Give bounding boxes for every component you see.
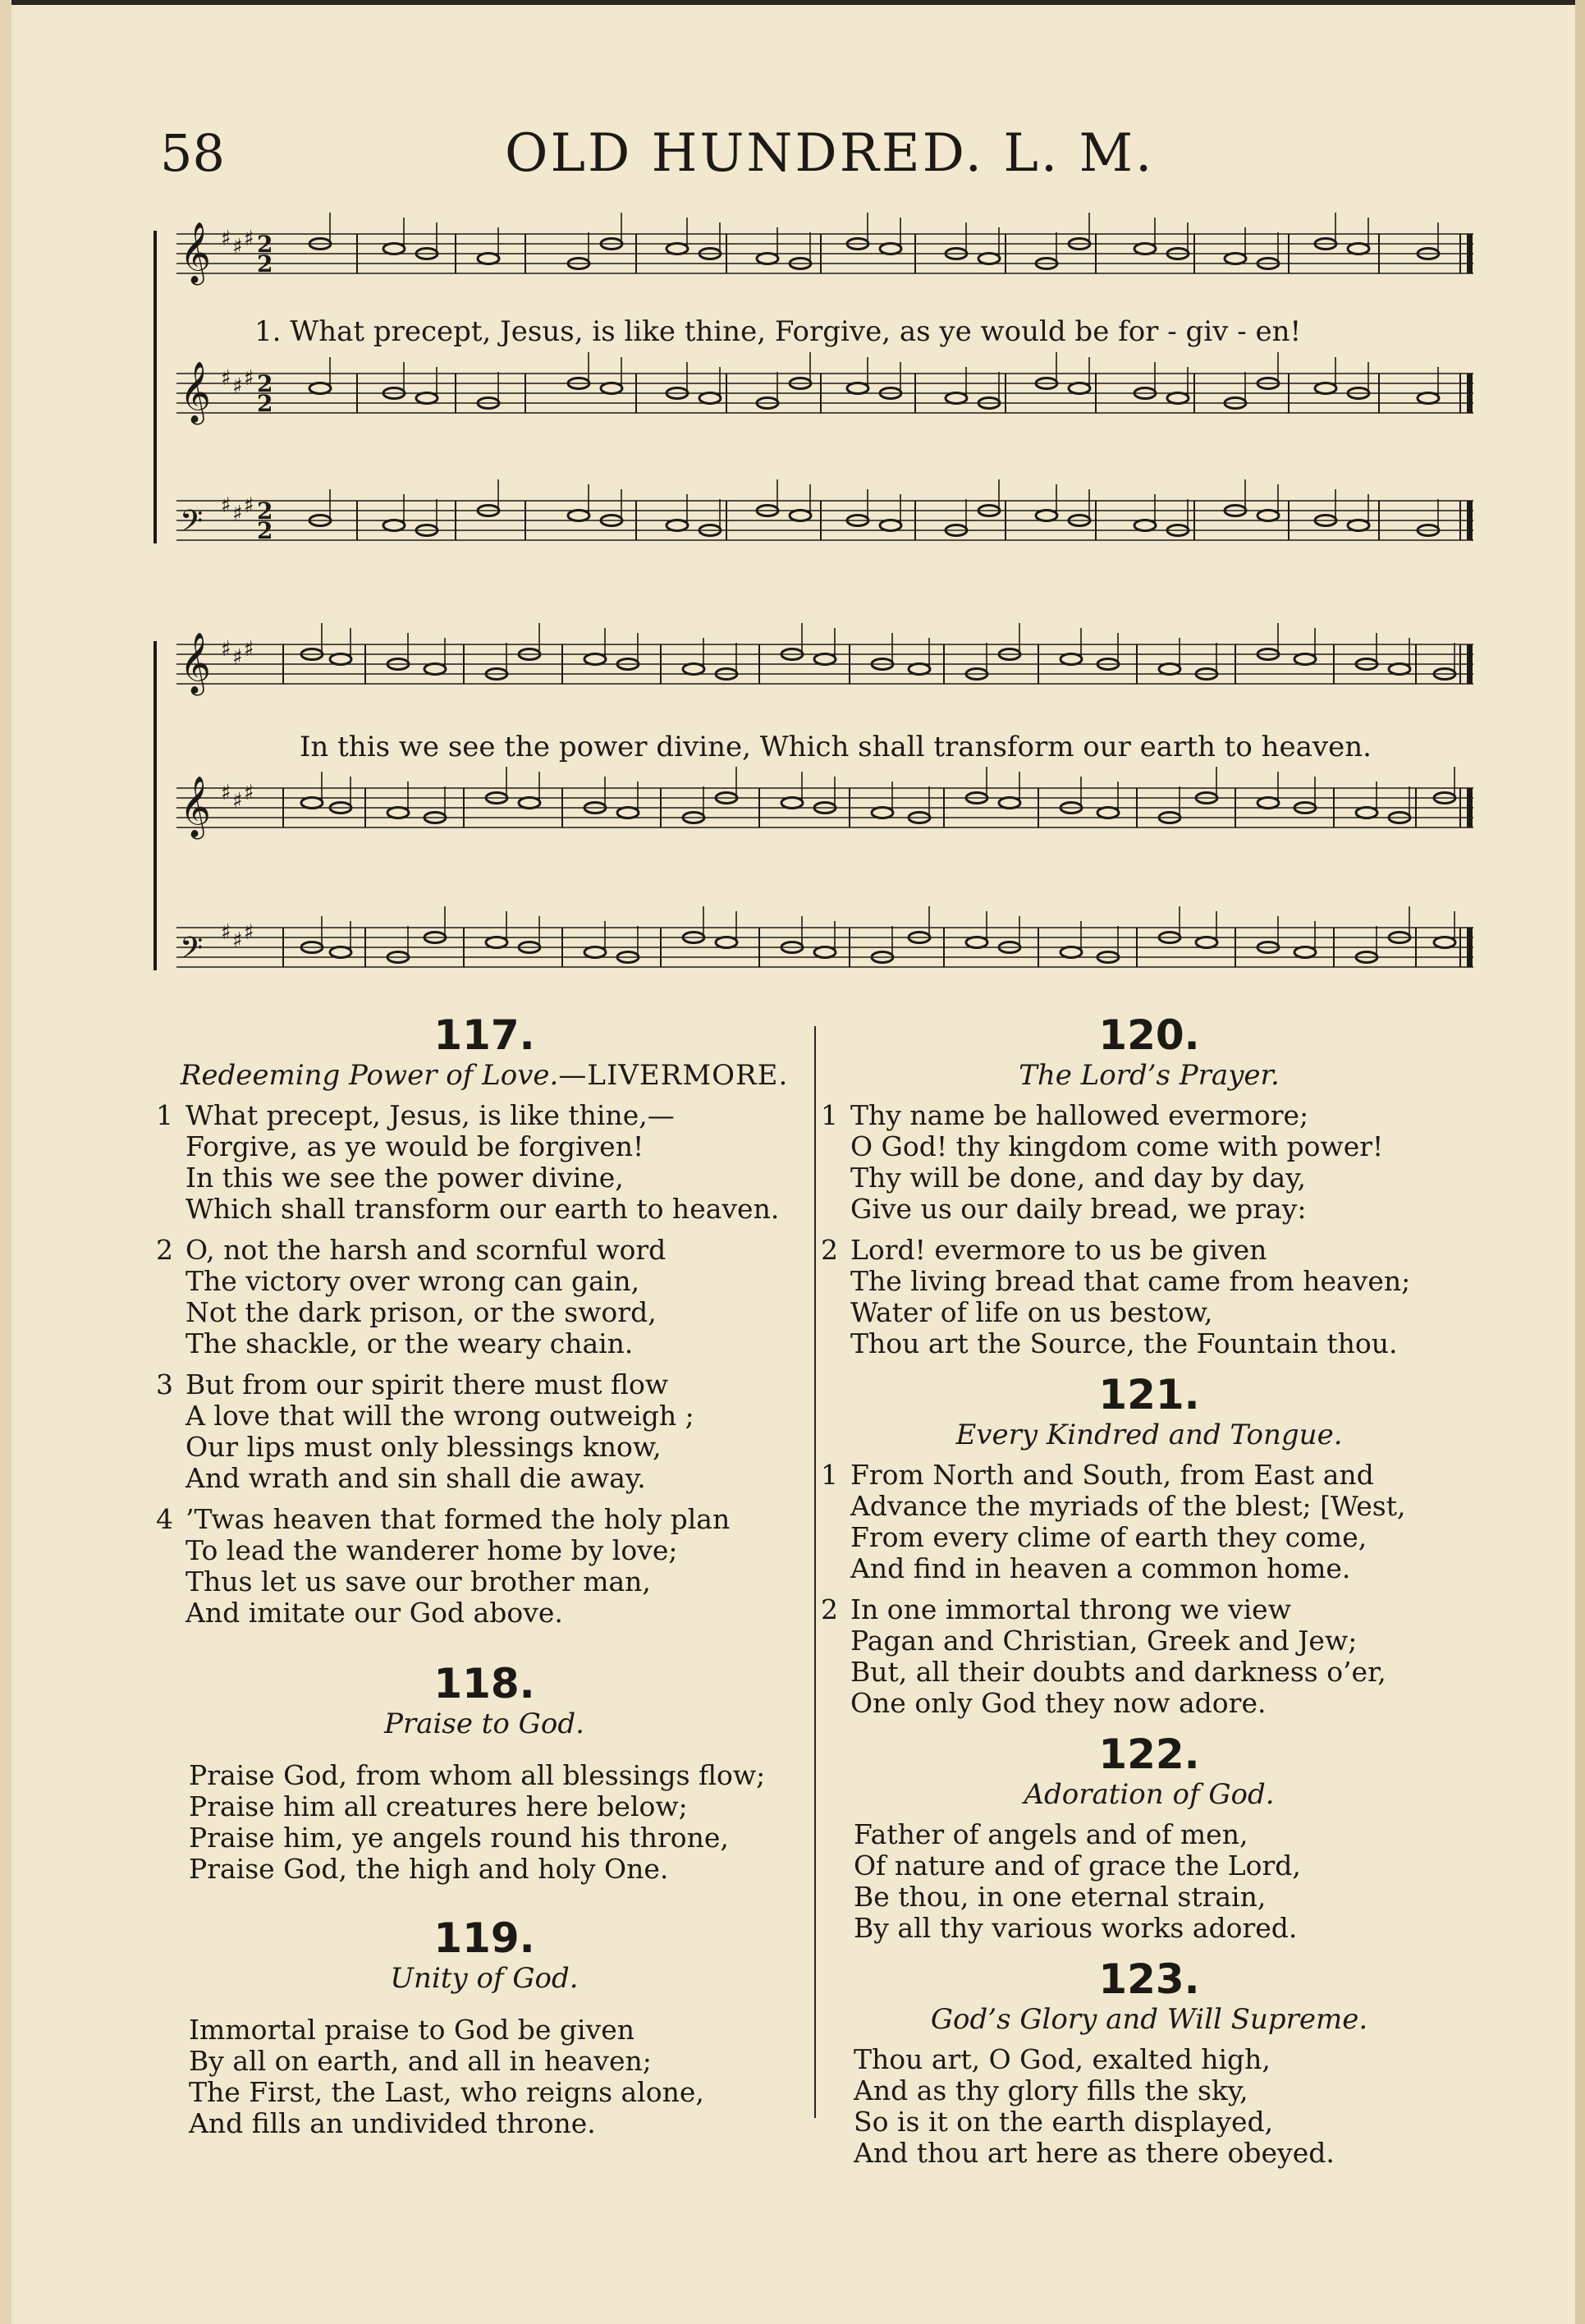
verse-line: In this we see the power divine, [186,1162,624,1194]
verse-line: Father of angels and of men, [854,1818,1248,1850]
time-signature-top: 2 [257,497,273,525]
note-head [1257,511,1279,521]
hymn-title-118: Praise to God. [384,1707,584,1740]
stanza-117-3 [156,1369,813,1494]
stanza-number: 1 [821,1099,838,1131]
hymn-number-117: 117. [433,1011,535,1059]
final-bar-thick [1467,788,1473,827]
note-head [1257,798,1279,809]
note-head [667,244,688,254]
hymn-author: —LIVERMORE. [558,1059,789,1092]
stanza-121-1 [821,1460,1477,1584]
note-head [880,520,901,531]
sharp-icon: ♯ [244,493,254,518]
verse-line: From North and South, from East and [850,1459,1374,1491]
note-head [1159,664,1180,675]
verse-line: But from our spirit there must flow [186,1368,669,1400]
note-head [699,393,721,404]
page-number: 58 [160,123,225,183]
page-left-edge [0,0,11,2324]
note-head [387,808,409,818]
hymn-title-123: God’s Glory and Will Supreme. [930,2003,1368,2036]
note-head [519,798,540,809]
treble-clef-icon: 𝄞 [180,777,211,837]
note-head [584,947,606,958]
page-right-edge [1575,0,1585,2324]
hymn-number-118: 118. [433,1660,535,1707]
verse-line: O God! thy kingdom come with power! [850,1130,1384,1162]
note-head [568,511,589,521]
music-system-1 [152,197,1482,583]
verse-line: And thou art here as there obeyed. [854,2137,1335,2169]
stanza-number: 1 [156,1099,173,1131]
note-head [309,383,331,394]
verse-line: Praise him, ye angels round his throne, [189,1822,729,1854]
lyric-line-1: 1. What precept, Jesus, is like thine, Forgive, as ye would be for - giv - en! [254,315,1302,348]
verse-line: The shackle, or the weary chain. [186,1327,634,1359]
sharp-icon: ♯ [221,920,231,945]
stanza-number: 3 [156,1368,173,1400]
note-head [584,654,606,665]
note-head [999,798,1020,809]
final-bar-thick [1467,501,1473,540]
verse-line: Not the dark prison, or the sword, [186,1296,657,1328]
verse-line: Forgive, as ye would be forgiven! [186,1130,644,1162]
hymn-number-121: 121. [1098,1371,1200,1419]
verse-line: The victory over wrong can gain, [186,1265,640,1297]
note-head [1434,937,1455,948]
stanza-123 [821,2044,1477,2169]
sharp-icon: ♯ [221,227,231,251]
note-head [1097,808,1119,818]
verse-line: Advance the myriads of the blest; [West, [850,1490,1406,1522]
sharp-icon: ♯ [244,920,254,945]
note-head [330,947,351,958]
hymn-number-122: 122. [1098,1730,1200,1778]
stanza-120-2 [821,1235,1477,1359]
verse-line: From every clime of earth they come, [850,1521,1367,1553]
page-header [160,123,1473,189]
verse-line: Of nature and of grace the Lord, [854,1850,1301,1882]
note-head [1134,520,1156,531]
note-head [1060,947,1082,958]
verse-line: Immortal praise to God be given [189,2014,635,2046]
time-signature-top: 2 [257,370,273,397]
verse-line: Lord! evermore to us be given [850,1234,1267,1266]
sharp-icon: ♯ [244,637,254,662]
verse-line: Praise God, the high and holy One. [189,1853,669,1885]
hymn-title-text: Redeeming Power of Love. [180,1059,559,1092]
note-head [1060,654,1082,665]
hymn-title-120: The Lord’s Prayer. [1019,1059,1280,1092]
verse-line: To lead the wanderer home by love; [186,1534,678,1566]
note-head [909,664,930,675]
note-head [617,808,639,818]
note-head [1294,654,1316,665]
bass-clef-icon: 𝄢 [180,504,204,546]
hymn-title-122: Adoration of God. [1024,1778,1275,1811]
note-head [814,654,836,665]
sharp-icon: ♯ [221,781,231,805]
time-signature-bottom: 2 [257,250,273,277]
verse-line: O, not the harsh and scornful word [186,1234,667,1266]
note-head [1294,947,1316,958]
final-bar-thick [1467,644,1473,684]
tune-title: OLD HUNDRED. L. M. [505,123,1155,184]
treble-clef-icon: 𝄞 [180,633,211,694]
note-head [757,254,778,264]
note-head [1036,511,1057,521]
sharp-icon: ♯ [244,227,254,251]
verse-line: The First, the Last, who reigns alone, [189,2076,704,2108]
note-head [966,937,987,948]
stanza-number: 2 [821,1234,838,1266]
stanza-number: 2 [821,1593,838,1625]
note-head [978,254,1000,264]
time-signature-bottom: 2 [257,517,273,544]
verse-line: Praise God, from whom all blessings flow; [189,1759,766,1791]
hymn-number-123: 123. [1098,1955,1200,2003]
verse-line: Praise him all creatures here below; [189,1790,688,1822]
sharp-icon: ♯ [232,235,243,259]
note-head [1348,244,1369,254]
stanza-122 [821,1819,1477,1944]
note-head [424,664,446,675]
note-head [383,244,405,254]
verse-line: So is it on the earth displayed, [854,2106,1274,2138]
lyric-line-2: In this we see the power divine, Which shall transform our earth to heaven. [300,731,1372,763]
stanza-117-2 [156,1235,813,1359]
sharp-icon: ♯ [221,366,231,391]
note-head [847,383,868,394]
note-head [683,664,704,675]
note-head [1225,254,1246,264]
note-head [1348,520,1369,531]
verse-line: ’Twas heaven that formed the holy plan [186,1503,731,1535]
verse-line: By all thy various works adored. [854,1912,1298,1944]
verse-line: Thou art, O God, exalted high, [854,2043,1271,2075]
stanza-120-1 [821,1100,1477,1225]
note-head [814,947,836,958]
note-head [601,383,622,394]
verse-line: Pagan and Christian, Greek and Jew; [850,1625,1358,1657]
note-head [872,808,893,818]
treble-clef-icon: 𝄞 [180,222,211,283]
stanza-number: 4 [156,1503,173,1535]
bass-clef-icon: 𝄢 [180,931,204,973]
stanza-121-2 [821,1594,1477,1719]
note-head [416,393,437,404]
verse-line: One only God they now adore. [850,1687,1267,1719]
verse-line: And wrath and sin shall die away. [186,1462,646,1494]
note-head [383,520,405,531]
verse-line: The living bread that came from heaven; [850,1265,1411,1297]
stanza-number: 2 [156,1234,173,1266]
note-head [486,937,507,948]
sharp-icon: ♯ [244,781,254,805]
verse-line: Thus let us save our brother man, [186,1565,651,1597]
column-divider [814,1026,816,2118]
verse-line: Which shall transform our earth to heaven. [186,1193,780,1225]
verse-line: By all on earth, and all in heaven; [189,2045,652,2077]
note-head [1389,664,1410,675]
sharp-icon: ♯ [232,789,243,814]
note-head [1356,808,1377,818]
page-top-edge [0,0,1585,5]
time-signature-top: 2 [257,231,273,258]
verse-line: In one immortal throng we view [850,1593,1291,1625]
stanza-117-1 [156,1100,813,1225]
verse-line: And as thy glory fills the sky, [854,2074,1248,2106]
verse-line: Thy name be hallowed evermore; [850,1099,1309,1131]
verse-line: Water of life on us bestow, [850,1296,1213,1328]
note-head [1069,383,1090,394]
verse-line: Be thou, in one eternal strain, [854,1881,1267,1913]
music-system-2 [152,612,1482,1006]
note-head [781,798,803,809]
verse-line: Give us our daily bread, we pray: [850,1193,1307,1225]
hymn-title-117 [156,1059,813,1092]
verse-line: And fills an undivided throne. [189,2107,596,2139]
sharp-icon: ♯ [232,645,243,670]
sharp-icon: ♯ [221,637,231,662]
note-head [478,254,499,264]
final-bar-thick [1467,234,1473,273]
hymn-number-119: 119. [433,1914,535,1962]
time-signature-bottom: 2 [257,390,273,417]
stanza-118 [156,1760,813,1885]
note-head [1167,393,1189,404]
hymn-title-119: Unity of God. [390,1962,579,1995]
verse-line: And imitate our God above. [186,1597,563,1629]
verse-line: Thy will be done, and day by day, [850,1162,1306,1194]
right-column [821,1011,1477,2169]
sharp-icon: ♯ [232,374,243,399]
verse-line: What precept, Jesus, is like thine,— [186,1099,675,1131]
final-bar-thick [1467,374,1473,413]
hymn-number-120: 120. [1098,1011,1200,1059]
verse-line: A love that will the wrong outweigh ; [186,1400,694,1432]
system-bracket [153,641,157,970]
sharp-icon: ♯ [244,366,254,391]
stanza-number: 1 [821,1459,838,1491]
note-head [1134,244,1156,254]
verse-line: But, all their doubts and darkness o’er, [850,1656,1386,1688]
system-bracket [153,231,157,543]
final-bar-thick [1467,928,1473,967]
verse-line: Thou art the Source, the Fountain thou. [850,1327,1398,1359]
note-head [301,798,323,809]
treble-clef-icon: 𝄞 [180,362,211,423]
verse-line: And find in heaven a common home. [850,1552,1351,1584]
note-head [716,937,737,948]
sharp-icon: ♯ [232,502,243,526]
sharp-icon: ♯ [221,493,231,518]
note-head [1315,383,1336,394]
note-head [1418,393,1439,404]
note-head [880,244,901,254]
verse-line: Our lips must only blessings know, [186,1431,662,1463]
note-head [946,393,967,404]
sharp-icon: ♯ [232,928,243,953]
hymn-title-121: Every Kindred and Tongue. [955,1419,1343,1451]
note-head [790,511,811,521]
left-column [156,1011,813,2139]
note-head [330,654,351,665]
stanza-117-4 [156,1504,813,1629]
note-head [667,520,688,531]
stanza-119 [156,2015,813,2139]
note-head [1196,937,1217,948]
